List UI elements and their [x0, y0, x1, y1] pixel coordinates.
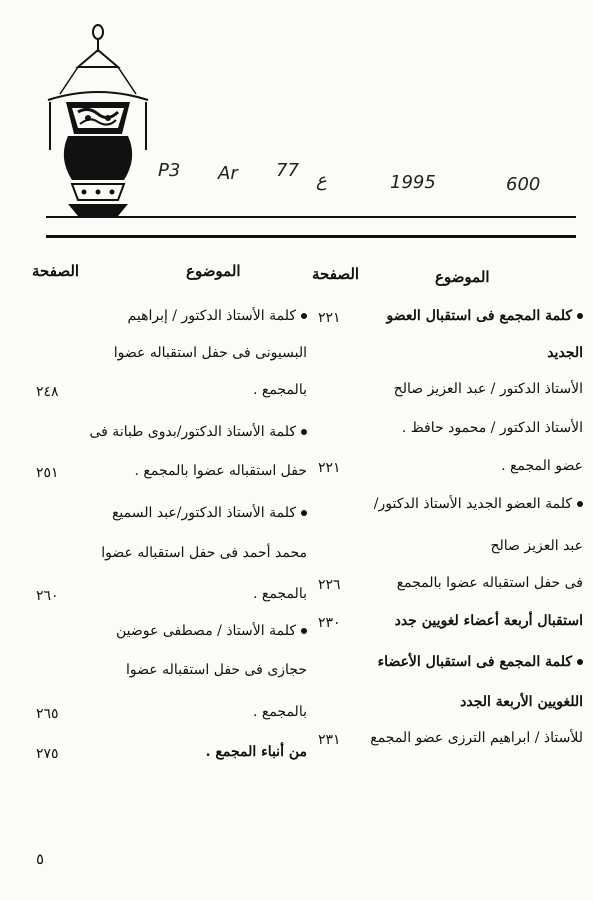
toc-entry-text: كلمة المجمع فى استقبال العضو — [386, 308, 572, 324]
toc-entry-line — [253, 382, 307, 398]
toc-entry-text: محمد أحمد فى حفل استقباله عضوا — [101, 545, 307, 561]
header-rule-top — [46, 216, 576, 218]
toc-entry-line — [394, 381, 583, 397]
toc-page-number: ٢٢١ — [318, 460, 341, 476]
header-topic-left: الموضوع — [186, 262, 241, 280]
toc-page-number: ٢٣٠ — [318, 615, 341, 631]
bullet-icon — [577, 313, 583, 319]
toc-entry-line — [116, 623, 307, 639]
handwritten-note-1: P3 — [158, 160, 181, 181]
toc-entry-line — [114, 345, 307, 361]
toc-entry-text: من أنباء المجمع . — [205, 744, 307, 760]
toc-entry-line — [387, 308, 583, 324]
toc-entry-line — [490, 538, 583, 554]
header-topic-right: الموضوع — [435, 268, 490, 286]
toc-entry-line — [460, 694, 583, 710]
bullet-icon — [577, 501, 583, 507]
toc-entry-text: كلمة الأستاذ الدكتور/عبد السميع — [111, 505, 296, 521]
toc-entry-line — [135, 463, 308, 479]
toc-page-number: ٢٢٦ — [318, 577, 341, 593]
toc-entry-text: عبد العزيز صالح — [490, 538, 583, 554]
toc-page-number: ٢٦٥ — [36, 706, 59, 722]
toc-page-number: ٢٤٨ — [36, 384, 59, 400]
handwritten-note-3: 77 — [276, 160, 299, 181]
toc-entry-line — [397, 575, 583, 591]
toc-entry-text: اللغويين الأربعة الجدد — [460, 694, 583, 710]
handwritten-note-6: 600 — [506, 174, 541, 195]
toc-entry-text: الأستاذ الدكتور / محمود حافظ . — [401, 420, 583, 436]
page-number: ٥ — [36, 850, 45, 868]
toc-entry-line — [126, 662, 307, 678]
toc-entry-text: عضو المجمع . — [501, 458, 583, 474]
handwritten-note-5: 1995 — [390, 172, 436, 193]
header-rule-bottom — [46, 235, 576, 238]
toc-page-number: ٢٣١ — [318, 732, 341, 748]
toc-entry-text: الجديد — [547, 345, 583, 361]
toc-entry-line — [370, 730, 583, 746]
toc-entry-text: حفل استقباله عضوا بالمجمع . — [134, 463, 307, 479]
bullet-icon — [301, 510, 307, 516]
toc-entry-line — [90, 424, 308, 440]
toc-entry-text: كلمة العضو الجديد الأستاذ الدكتور/ — [373, 496, 572, 512]
toc-entry-text: الأستاذ الدكتور / عبد العزيز صالح — [393, 381, 583, 397]
toc-page-number: ٢٥١ — [36, 465, 59, 481]
toc-entry-line — [374, 496, 583, 512]
toc-entry-line — [501, 458, 583, 474]
bullet-icon — [301, 628, 307, 634]
toc-entry-text: بالمجمع . — [252, 586, 307, 602]
toc-entry-text: البسيونى فى حفل استقباله عضوا — [113, 345, 307, 361]
toc-entry-line — [112, 505, 307, 521]
lantern-icon — [38, 22, 158, 222]
toc-entry-text: للأستاذ / ابراهيم الترزى عضو المجمع — [370, 730, 583, 746]
handwritten-note-2: Ar — [218, 163, 238, 184]
toc-entry-text: بالمجمع . — [252, 704, 307, 720]
toc-entry-line — [101, 545, 307, 561]
toc-entry-line — [378, 654, 583, 670]
bullet-icon — [301, 429, 307, 435]
toc-entry-line — [402, 420, 583, 436]
toc-entry-text: كلمة الأستاذ / مصطفى عوضين — [116, 623, 296, 639]
bullet-icon — [301, 313, 307, 319]
toc-entry-text: استقبال أربعة أعضاء لغويين جدد — [394, 613, 583, 629]
toc-page-number: ٢٦٠ — [36, 588, 59, 604]
toc-entry-text: كلمة الأستاذ الدكتور/بدوى طبانة فى — [89, 424, 296, 440]
toc-entry-line — [253, 704, 307, 720]
toc-entry-line — [128, 308, 307, 324]
header-page-left: الصفحة — [32, 262, 80, 280]
toc-entry-line — [547, 345, 583, 361]
header-page-right: الصفحة — [312, 265, 360, 283]
toc-entry-text: حجازى فى حفل استقباله عضوا — [126, 662, 307, 678]
handwritten-note-4: ع — [316, 170, 327, 191]
toc-page-number: ٢٢١ — [318, 310, 341, 326]
toc-page-number: ٢٧٥ — [36, 746, 59, 762]
toc-entry-text: فى حفل استقباله عضوا بالمجمع — [396, 575, 583, 591]
toc-entry-line — [253, 586, 307, 602]
toc-entry-line — [395, 613, 583, 629]
toc-entry-line — [206, 744, 307, 760]
toc-entry-text: كلمة الأستاذ الدكتور / إبراهيم — [127, 308, 296, 324]
bullet-icon — [577, 659, 583, 665]
toc-entry-text: كلمة المجمع فى استقبال الأعضاء — [377, 654, 572, 670]
toc-entry-text: بالمجمع . — [252, 382, 307, 398]
